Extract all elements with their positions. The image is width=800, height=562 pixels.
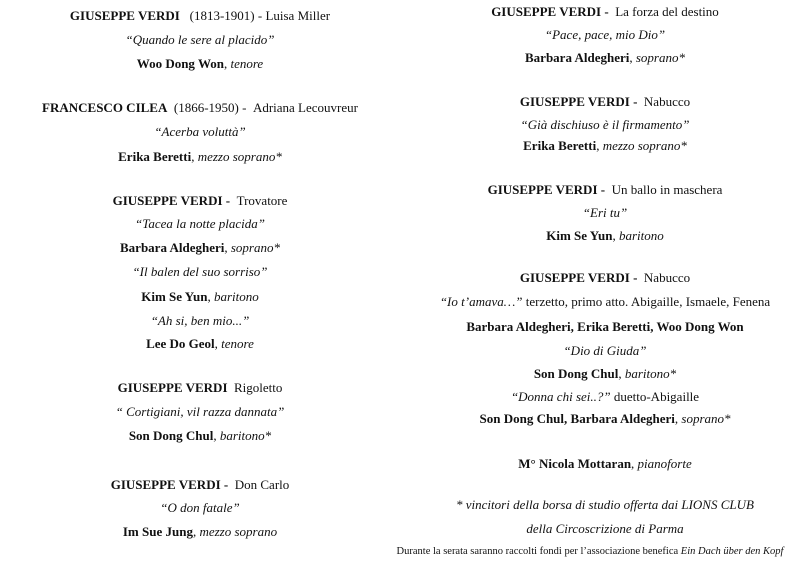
performer-line: Im Sue Jung, mezzo soprano: [122, 524, 278, 539]
composer-line: GIUSEPPE VERDI - Un ballo in maschera: [487, 182, 723, 197]
composer-line: GIUSEPPE VERDI - Nabucco: [519, 270, 691, 285]
performer-line: Erika Beretti, mezzo soprano*: [523, 138, 687, 153]
composer-line: GIUSEPPE VERDI - Trovatore: [112, 193, 288, 208]
charity-name: Ein Dach über den Kopf: [680, 546, 784, 557]
performer-line: Son Dong Chul, baritono*: [128, 428, 272, 443]
aria-title: “Quando le sere al placido”: [125, 32, 275, 47]
aria-line: “Donna chi sei..?” duetto-Abigaille: [510, 389, 700, 404]
performer-line: Barbara Aldegheri, soprano*: [120, 240, 280, 255]
aria-title: “Eri tu”: [582, 205, 628, 220]
aria-title: “Già dischiuso è il firmamento”: [520, 117, 690, 132]
pianist-line: M° Nicola Mottaran, pianoforte: [518, 456, 692, 471]
footer-note: Durante la serata saranno raccolti fondi per l’associazione benefica Ein Dach über den Kopf: [396, 546, 784, 557]
performer-line: Erika Beretti, mezzo soprano*: [118, 149, 282, 164]
footnote-line: * vincitori della borsa di studio offerta dai LIONS CLUB: [456, 497, 754, 512]
composer-line: FRANCESCO CILEA (1866-1950) - Adriana Lecouvreur: [42, 100, 358, 115]
composer-line: GIUSEPPE VERDI - Don Carlo: [110, 477, 290, 492]
performer-line: Woo Dong Won, tenore: [136, 56, 264, 71]
aria-title: “O don fatale”: [160, 500, 240, 515]
composer-line: GIUSEPPE VERDI - Nabucco: [519, 94, 691, 109]
aria-title: “Dio di Giuda”: [563, 343, 647, 358]
aria-title: “ Cortigiani, vil razza dannata”: [115, 404, 285, 419]
performer-line: Lee Do Geol, tenore: [146, 336, 254, 351]
aria-title: “Pace, pace, mio Dio”: [544, 27, 666, 42]
footnote-line: della Circoscrizione di Parma: [526, 521, 684, 536]
composer-line: GIUSEPPE VERDI - La forza del destino: [491, 4, 719, 19]
performer-line: Kim Se Yun, baritono: [546, 228, 664, 243]
aria-title: “Ah si, ben mio...”: [150, 313, 250, 328]
performer-line: Kim Se Yun, baritono: [141, 289, 259, 304]
performer-line: Son Dong Chul, baritono*: [533, 366, 677, 381]
performer-line: Barbara Aldegheri, soprano*: [525, 50, 685, 65]
performer-line: Son Dong Chul, Barbara Aldegheri, soprano*: [479, 411, 731, 426]
aria-title: “Acerba voluttà”: [154, 124, 246, 139]
aria-line: “Io t’amava…” terzetto, primo atto. Abigaille, Ismaele, Fenena: [439, 294, 771, 309]
aria-title: “Il balen del suo sorriso”: [132, 264, 268, 279]
composer-line: GIUSEPPE VERDI (1813-1901) - Luisa Miller: [69, 8, 331, 23]
aria-title: “Tacea la notte placida”: [135, 216, 265, 231]
composer-line: GIUSEPPE VERDI Rigoletto: [117, 380, 283, 395]
performer-line: Barbara Aldegheri, Erika Beretti, Woo Dong Won: [466, 319, 744, 334]
